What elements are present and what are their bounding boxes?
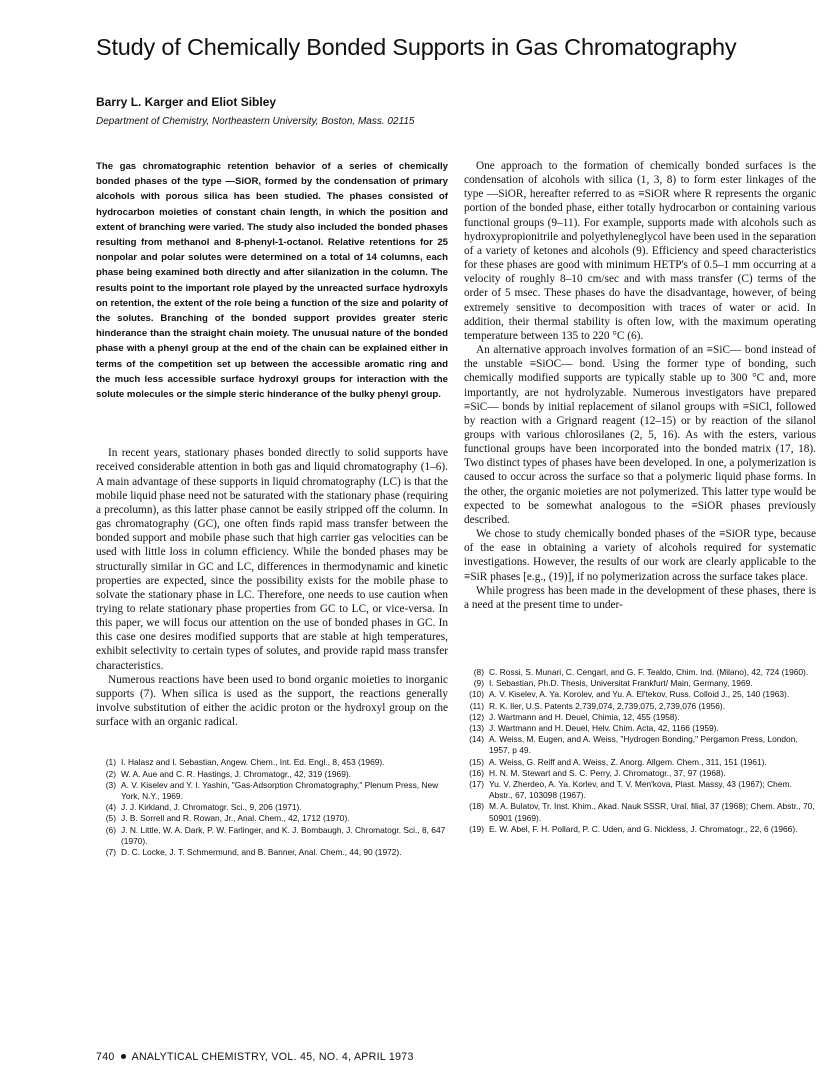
reference-item: (15) A. Weiss, G. Reiff and A. Weiss, Z. Anorg. Allgem. Chem., 311, 151 (1961). <box>469 756 767 767</box>
reference-item: (4) J. J. Kirkland, J. Chromatogr. Sci., 9, 206 (1971). <box>105 802 302 813</box>
reference-item: (13) J. Wartmann and H. Deuel, Helv. Chim. Acta, 42, 1166 (1959). <box>469 723 719 734</box>
body-paragraph: In recent years, stationary phases bonded directly to solid supports have received considerable attention in both gas and liquid chromatography (1–6). A main advantage of these supports in liquid chromatography (LC) is that the mobile liquid phase need not be saturated with the stationary phase (requiring a precolumn), as this latter phase cannot be easily stripped off the column. In gas chromatography (GC), one often finds rapid mass transfer between the bonded support and mobile phase such that high carrier gas velocities can be used with little loss in column efficiency. While the bonded phases may be structurally similar in GC and LC, differences in thermodynamic and kinetic properties are expected, since the possibility exists for the mobile phase to solvate the stationary phase in LC. Therefore, one needs to use caution when trying to relate stationary phase properties from GC to LC, or vice-versa. In this paper, we will focus our attention on the use of bonded phases in GC. In this case one desires modified supports that are stable at high temperatures, exhibit selectivity to certain types of solutes, and provide rapid mass transfer characteristics. <box>96 447 448 672</box>
bullet-icon <box>121 1054 126 1059</box>
left-column <box>96 159 448 858</box>
article-title: Study of Chemically Bonded Supports in Gas Chromatography <box>96 34 737 60</box>
reference-item: (6) J. N. Little, W. A. Dark, P. W. Farlinger, and K. J. Bombaugh, J. Chromatogr. Sci., 8, 647 (1970). <box>105 824 446 846</box>
article-authors: Barry L. Karger and Eliot Sibley <box>96 95 277 109</box>
reference-item: (7) D. C. Locke, J. T. Schmermund, and B. Banner, Anal. Chem., 44, 90 (1972). <box>105 847 402 857</box>
reference-item: (5) J. B. Sorrell and R. Rowan, Jr., Anal. Chem., 42, 1712 (1970). <box>105 813 350 824</box>
right-column <box>464 159 816 835</box>
reference-item: (12) J. Wartmann and H. Deuel, Chimia, 12, 455 (1958). <box>469 711 680 722</box>
body-paragraph: Numerous reactions have been used to bond organic moieties to inorganic supports (7). When silica is used as the support, the reactions generally involve substitution of either the acidic proton or the hydroxyl group on the surface with an organic radical. <box>96 673 448 729</box>
reference-item: (9) I. Sebastian, Ph.D. Thesis, Universitat Frankfurt/ Main, Germany, 1969. <box>473 678 753 689</box>
reference-item: (18) M. A. Bulatov, Tr. Inst. Khim., Akad. Nauk SSSR, Ural. filial, 37 (1968); Chem. Abstr., 70, 50901 (1969). <box>469 801 815 823</box>
reference-item: (8) C. Rossi, S. Munari, C. Cengarl, and G. F. Tealdo, Chim. Ind. (Milano), 42, 724 (1960). <box>473 667 809 677</box>
reference-item: (1) I. Halasz and I. Sebastian, Angew. Chem., Int. Ed. Engl., 8, 453 (1969). <box>105 757 385 768</box>
body-paragraph: An alternative approach involves formation of an ≡SiC— bond instead of the unstable ≡SiOC— bond. Using the former type of bonding, such chemically modified supports are typically stable up to 300 °C and, more importantly, are not hydrolyzable. Numerous investigators have prepared ≡SiC— bonds by initial replacement of silanol groups with ≡SiCl, followed by reaction with a Grignard reagent (12–15) or by reaction of the silanol groups with various chlorosilanes (2, 5, 16). As with the esters, various functional groups have been incorporated into the bonded matrix (17, 18). Two distinct types of phases have been developed. In one, a polymerization is caused to occur across the surface so that a polymeric liquid phase forms. In the other, the organic moieties are not polymerized. This latter type would be expected to be somewhat analogous to the ≡SiOR phases previously described. <box>464 344 816 526</box>
reference-item: (19) E. W. Abel, F. H. Pollard, P. C. Uden, and G. Nickless, J. Chromatogr., 22, 6 (1966). <box>469 823 798 834</box>
reference-list-right <box>464 667 816 835</box>
body-paragraph: While progress has been made in the development of these phases, there is a need at the present time to under- <box>464 584 816 611</box>
journal-citation: ANALYTICAL CHEMISTRY, VOL. 45, NO. 4, APRIL 1973 <box>131 1051 414 1063</box>
reference-item: (16) H. N. M. Stewart and S. C. Perry, J. Chromatogr., 37, 97 (1968). <box>469 767 726 778</box>
body-paragraph: One approach to the formation of chemically bonded surfaces is the condensation of alcohols with silica (1, 3, 8) to form ester linkages of the type —SiOR, hereafter referred to as ≡SiOR where R represents the organic portion of the bonded phase, either totally hydrocarbon or containing various functional groups (9–11). For example, supports made with alcohols such as hydroxypropionitrile and polyethyleneglycol have been used in the separation of a variety of ketones and alcohols (9). Efficiency and speed characteristics for these phases are good with minimum HETP's of 0.5–1 mm occurring at a velocity of roughly 8–10 cm/sec and with mass transfer (C) terms of the order of 5 msec. These phases do have the disadvantage, however, of being extremely sensitive to decomposition with traces of water or acid. In addition, their thermal stability is often low, with the maximum operating temperature between 135 to 220 °C (6). <box>464 160 816 342</box>
reference-item: (10) A. V. Kiselev, A. Ya. Korolev, and Yu. A. El'tekov, Russ. Colloid J., 25, 140 (1963). <box>469 689 790 700</box>
reference-list-left <box>96 757 448 858</box>
reference-item: (11) R. K. Iler, U.S. Patents 2,739,074, 2,739,075, 2,739,076 (1956). <box>469 700 726 711</box>
body-paragraph: We chose to study chemically bonded phases of the ≡SiOR type, because of the ease in obtaining a variety of alcohols required for systematic investigations. However, the results of our work are clearly applicable to the ≡SiR phases [e.g., (19)], if no polymerization across the surface takes place. <box>464 528 816 583</box>
reference-item: (14) A. Weiss, M. Eugen, and A. Weiss, "Hydrogen Bonding," Pergamon Press, London, 1957, p 49. <box>469 734 798 756</box>
reference-item: (3) A. V. Kiselev and Y. I. Yashin, "Gas-Adsorption Chromatography," Plenum Press, New York, N.Y., 1969. <box>105 779 439 801</box>
page-number: 740 <box>96 1051 115 1063</box>
reference-item: (17) Yu. V. Zherdeo, A. Ya. Korlev, and T. V. Men'kova, Plast. Massy, 43 (1967); Chem. Abstr., 67, 103098 (1967). <box>469 779 792 801</box>
reference-item: (2) W. A. Aue and C. R. Hastings, J. Chromatogr., 42, 319 (1969). <box>105 768 351 779</box>
page-footer <box>96 1051 414 1063</box>
abstract: The gas chromatographic retention behavior of a series of chemically bonded phases of the type —SiOR, formed by the condensation of primary alcohols with porous silica has been studied. The phases consisted of hydrocarbon moieties of constant chain length, in which the position and extent of branching were varied. The study also included the bonded phases resulting from methanol and 8-phenyl-1-octanol. Relative retentions for 25 nonpolar and polar solutes were determined on a total of 14 columns, each phase being examined both directly and after silanization in the column. The results point to the important role played by the unreacted surface hydroxyls on retention, the extent of the role being a function of the size and polarity of the solutes. Branching of the bonded support provides greater steric hinderance than the straight chain moiety. The unusual nature of the bonded phase with a phenyl group at the end of the chain can be explained either in terms of the competition set up between the accessible aromatic ring and the much less accessible surface hydroxyl groups for interaction with the solute molecules or the simple steric hinderance of the bulky phenyl group. <box>96 161 448 401</box>
author-affiliation: Department of Chemistry, Northeastern University, Boston, Mass. 02115 <box>96 116 415 127</box>
